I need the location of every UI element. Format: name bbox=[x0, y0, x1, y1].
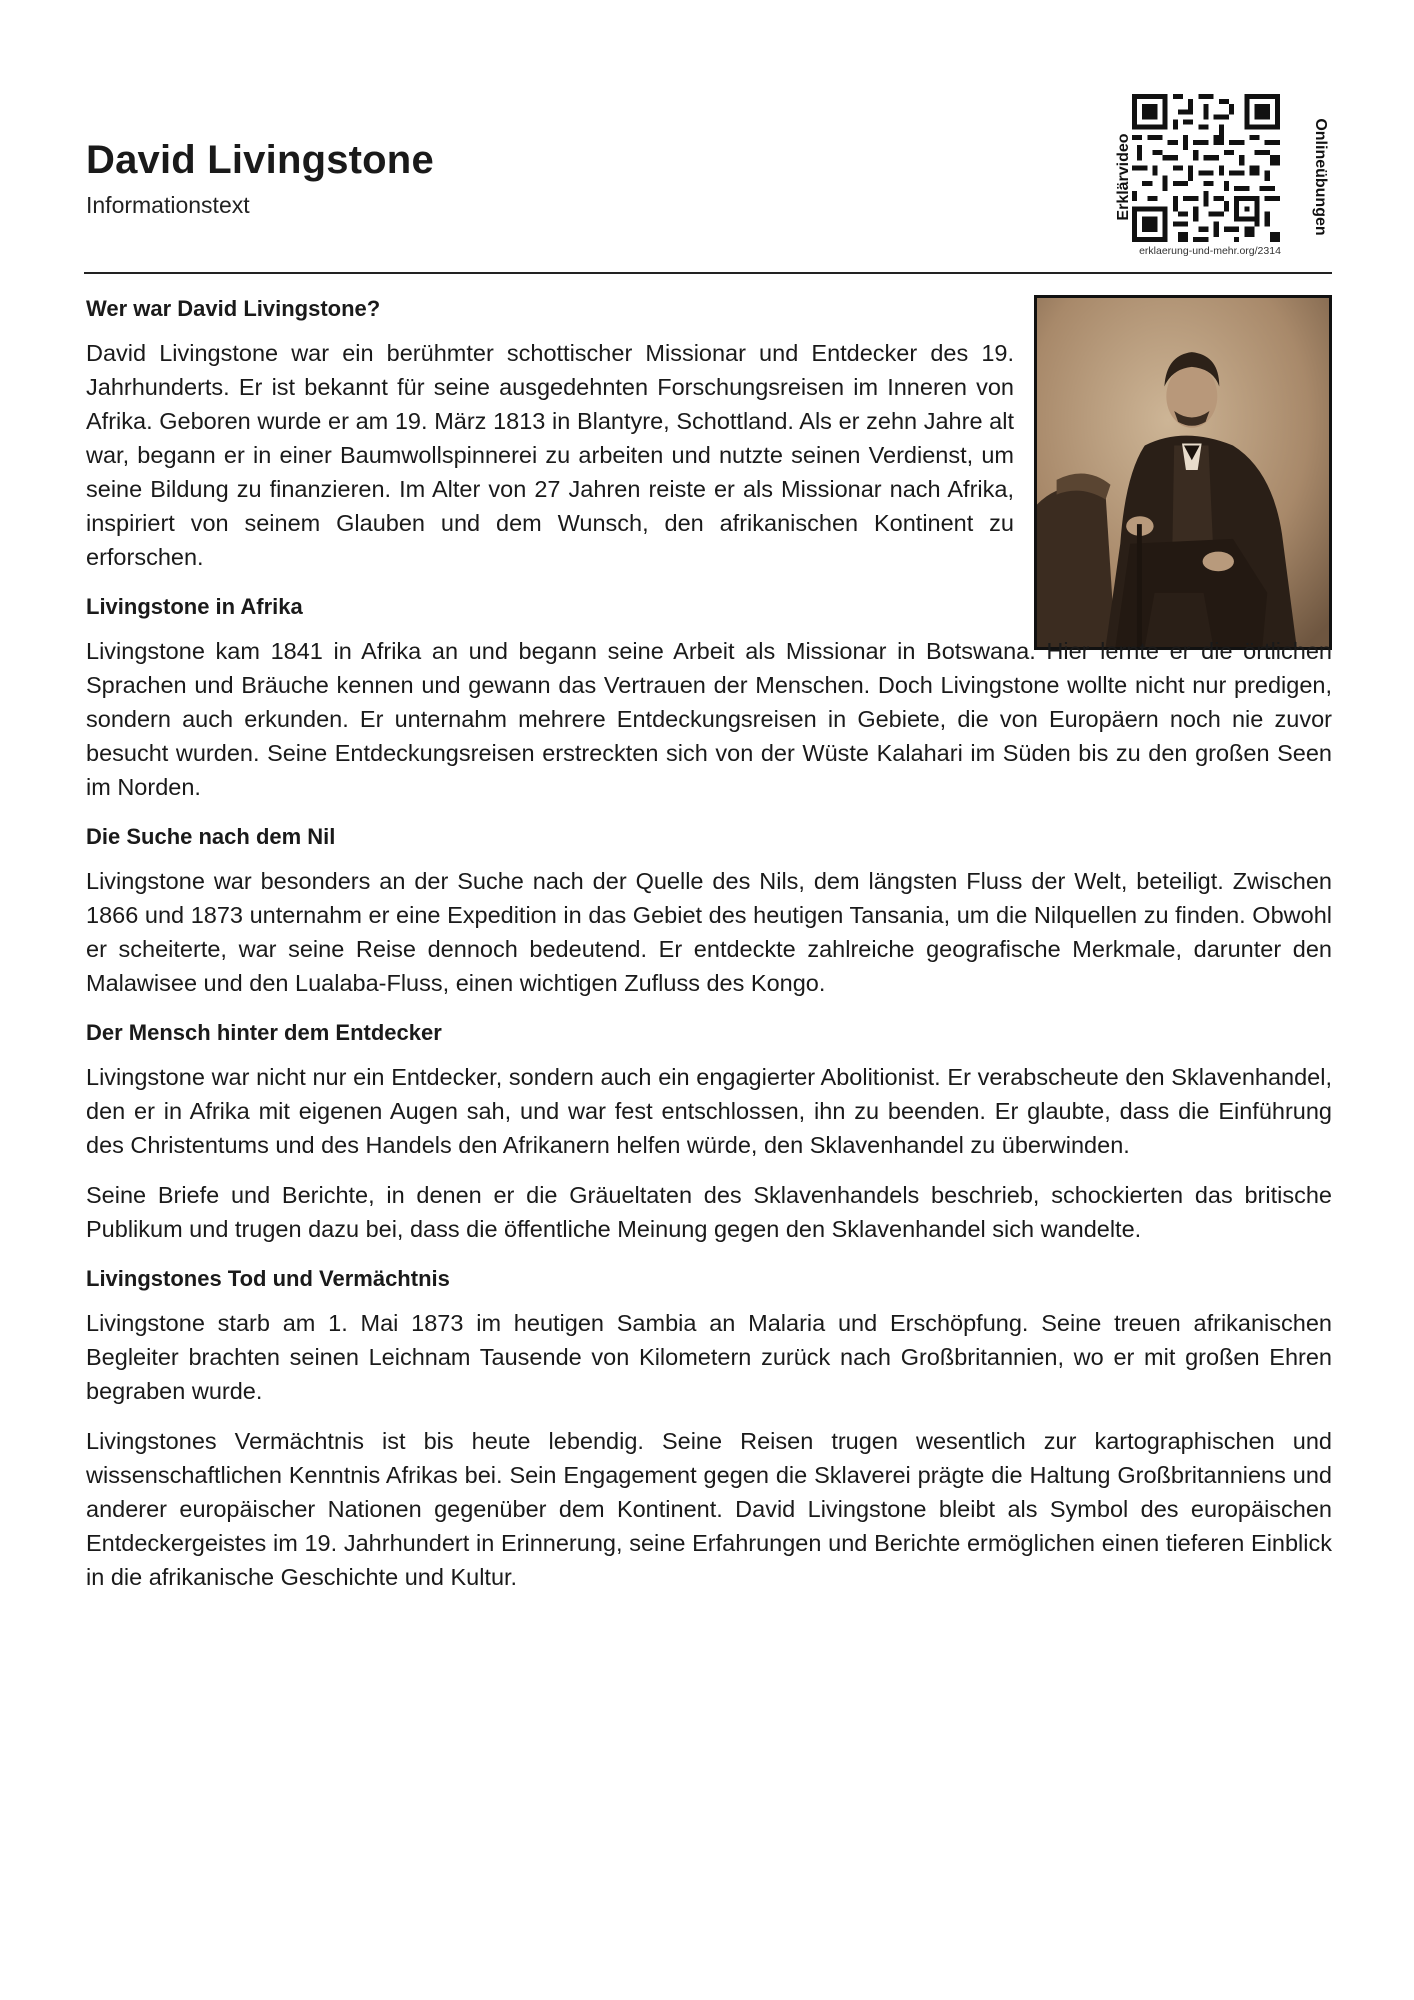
section-heading: Die Suche nach dem Nil bbox=[86, 824, 336, 849]
section-who bbox=[86, 292, 1332, 574]
paragraph: Livingstone war nicht nur ein Entdecker, sondern auch ein engagierter Abolitionist. Er verabscheute den Sklavenhandel, den er in Afrika mit eigenen Augen sah, und war fest entschlossen, ihn zu beenden. Er glaubte, dass die Einführung des Christentums und des Handels den Afrikanern helfen würde, den Sklavenhandel zu überwinden. bbox=[86, 1064, 1332, 1158]
section-africa bbox=[86, 590, 1332, 804]
section-nile bbox=[86, 820, 1332, 1000]
header-divider bbox=[84, 272, 1332, 274]
page-title: David Livingstone bbox=[86, 138, 434, 182]
page-subtitle: Informationstext bbox=[86, 192, 250, 218]
main-text bbox=[86, 292, 1332, 1610]
section-heading: Livingstone in Afrika bbox=[86, 594, 303, 619]
paragraph: Livingstone war besonders an der Suche nach der Quelle des Nils, dem längsten Fluss der Welt, beteiligt. Zwischen 1866 und 1873 unternahm er eine Expedition in das Gebiet des heutigen Tansania, um die Nilquellen zu finden. Obwohl er scheiterte, war seine Reise dennoch bedeutend. Er entdeckte zahlreiche geografische Merkmale, darunter den Malawisee und den Lualaba-Fluss, einen wichtigen Zufluss des Kongo. bbox=[86, 868, 1332, 996]
section-heading: Der Mensch hinter dem Entdecker bbox=[86, 1020, 442, 1045]
section-heading: Livingstones Tod und Vermächtnis bbox=[86, 1266, 450, 1291]
qr-url: erklaerung-und-mehr.org/2314 bbox=[1139, 245, 1281, 257]
paragraph: David Livingstone war ein berühmter schottischer Missionar und Entdecker des 19. Jahrhunderts. Er ist bekannt für seine ausgedehnten Forschungsreisen im Inneren von Afrika. Geboren wurde er am 19. März 1813 in Blantyre, Schottland. Als er zehn Jahre alt war, begann er in einer Baumwollspinnerei zu arbeiten und nutzte seinen Verdienst, um seine Bildung zu finanzieren. Im Alter von 27 Jahren reiste er als Missionar nach Afrika, inspiriert von seinem Glauben und dem Wunsch, den afrikanischen Kontinent zu erforschen. bbox=[86, 340, 1014, 570]
section-heading: Wer war David Livingstone? bbox=[86, 296, 381, 321]
qr-label-video: Erklärvideo bbox=[1115, 133, 1132, 221]
section-person bbox=[86, 1016, 1332, 1246]
section-legacy bbox=[86, 1262, 1332, 1594]
qr-label-exercises: Onlineübungen bbox=[1312, 118, 1329, 236]
qr-code-icon[interactable] bbox=[1132, 94, 1280, 242]
paragraph: Seine Briefe und Berichte, in denen er die Gräueltaten des Sklavenhandels beschrieb, schockierten das britische Publikum und trugen dazu bei, dass die öffentliche Meinung gegen den Sklavenhandel sich wandelte. bbox=[86, 1182, 1332, 1242]
qr-block bbox=[1090, 92, 1330, 268]
paragraph: Livingstones Vermächtnis ist bis heute lebendig. Seine Reisen trugen wesentlich zur kartographischen und wissenschaftlichen Kenntnis Afrikas bei. Sein Engagement gegen die Sklaverei prägte die Haltung Großbritanniens und anderer europäischer Nationen gegenüber dem Kontinent. David Livingstone bleibt als Symbol des europäischen Entdeckergeistes im 19. Jahrhundert in Erinnerung, seine Erfahrungen und Berichte ermöglichen einen tieferen Einblick in die afrikanische Geschichte und Kultur. bbox=[86, 1428, 1332, 1590]
paragraph: Livingstone kam 1841 in Afrika an und begann seine Arbeit als Missionar in Botswana. Hier lernte er die örtlichen Sprachen und Bräuche kennen und gewann das Vertrauen der Menschen. Doch Livingstone wollte nicht nur predigen, sondern auch erkunden. Er unternahm mehrere Entdeckungsreisen in Gebiete, die von Europäern noch nie zuvor besucht wurden. Seine Entdeckungsreisen erstreckten sich von der Wüste Kalahari im Süden bis zu den großen Seen im Norden. bbox=[86, 638, 1332, 800]
paragraph: Livingstone starb am 1. Mai 1873 im heutigen Sambia an Malaria und Erschöpfung. Seine treuen afrikanischen Begleiter brachten seinen Leichnam Tausende von Kilometern zurück nach Großbritannien, wo er mit großen Ehren begraben wurde. bbox=[86, 1310, 1332, 1404]
